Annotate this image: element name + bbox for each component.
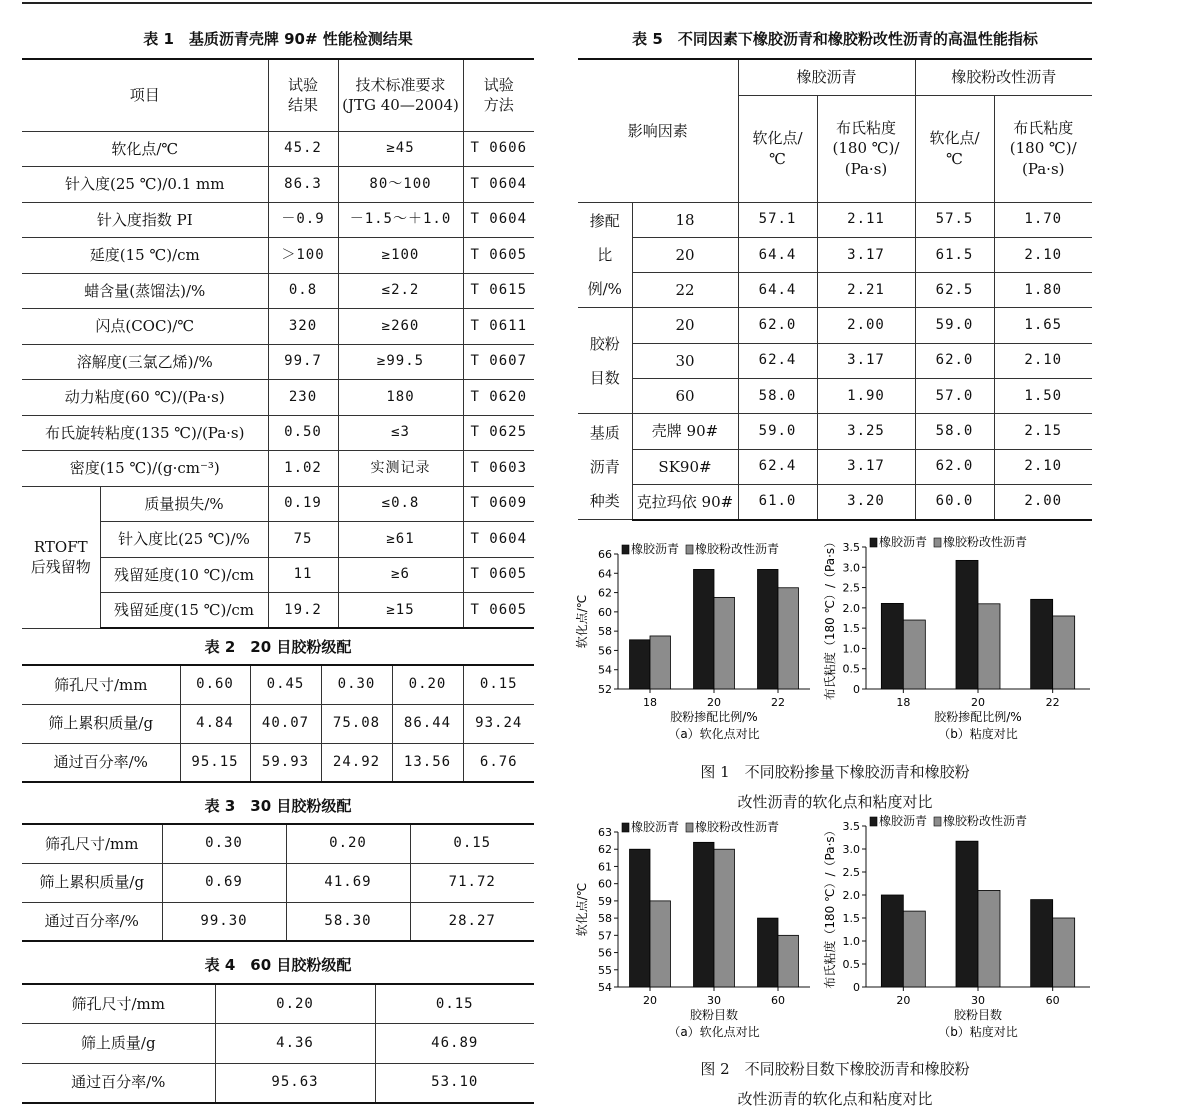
value-cell: 0.15 xyxy=(410,824,534,863)
legend-label: 橡胶粉改性沥青 xyxy=(695,542,780,556)
x-tick-label: 20 xyxy=(707,696,721,709)
table1-method-cell: T 0625 xyxy=(463,415,534,451)
legend-swatch xyxy=(686,545,693,554)
value-cell: 41.69 xyxy=(286,863,410,902)
value-cell: 95.15 xyxy=(180,743,250,782)
table1-result-cell: ＞100 xyxy=(268,238,338,274)
table1-standard-cell: 80～100 xyxy=(338,167,463,203)
y-tick-label: 1.0 xyxy=(842,935,860,948)
bar-rubber-asphalt xyxy=(758,569,778,689)
value-cell: 0.45 xyxy=(250,665,321,704)
y-tick-label: 66 xyxy=(598,548,612,561)
table1-standard-cell: ≥15 xyxy=(338,593,463,629)
table1-result-cell: 0.8 xyxy=(268,273,338,309)
table2-caption: 表 2 20 目胶粉级配 xyxy=(204,638,352,656)
legend-label: 橡胶沥青 xyxy=(631,542,680,556)
table1-result-cell: 0.19 xyxy=(268,486,338,522)
bar-rubber-asphalt xyxy=(1031,599,1053,689)
figure1-caption xyxy=(578,757,1092,817)
value-cell: 59.0 xyxy=(738,414,817,449)
table1-item-cell: 残留延度(10 ℃)/cm xyxy=(100,557,268,593)
table1-method-cell: T 0605 xyxy=(463,557,534,593)
row-label-cell: 筛上质量/g xyxy=(22,1024,215,1064)
value-cell: 62.0 xyxy=(738,308,817,343)
table1-result-cell: 0.50 xyxy=(268,415,338,451)
y-tick-label: 60 xyxy=(598,605,612,619)
y-tick-label: 1.5 xyxy=(842,912,860,925)
bar-rubber-asphalt xyxy=(630,849,650,987)
value-cell: 62.0 xyxy=(915,449,994,484)
y-tick-label: 2.5 xyxy=(842,581,860,595)
legend-swatch xyxy=(934,538,941,547)
table1-item-cell: 残留延度(15 ℃)/cm xyxy=(100,593,268,629)
y-tick-label: 0 xyxy=(853,683,860,696)
table4-caption: 表 4 60 目胶粉级配 xyxy=(204,956,352,974)
legend-swatch xyxy=(686,823,693,832)
table1-result-cell: －0.9 xyxy=(268,202,338,238)
x-tick-label: 18 xyxy=(643,696,657,709)
row-label-cell: 通过百分率/% xyxy=(22,1063,215,1103)
factor-level-cell: 壳牌 90# xyxy=(632,414,738,449)
value-cell: 0.30 xyxy=(162,824,286,863)
bar-rubber-powder-modified xyxy=(978,604,1000,689)
legend-label: 橡胶粉改性沥青 xyxy=(943,814,1028,828)
bar-rubber-asphalt xyxy=(630,640,650,689)
value-cell: 64.4 xyxy=(738,237,817,272)
table1-method-cell: T 0607 xyxy=(463,344,534,380)
bar-rubber-powder-modified xyxy=(650,901,670,987)
y-tick-label: 58 xyxy=(598,912,612,926)
value-cell: 57.1 xyxy=(738,202,817,237)
y-tick-label: 64 xyxy=(598,567,612,581)
value-cell: 58.30 xyxy=(286,902,410,941)
value-cell: 3.25 xyxy=(817,414,915,449)
y-tick-label: 62 xyxy=(598,843,612,857)
table3-caption: 表 3 30 目胶粉级配 xyxy=(204,797,352,815)
value-cell: 4.36 xyxy=(215,1024,375,1064)
factor-level-cell: 18 xyxy=(632,202,738,237)
value-cell: 61.5 xyxy=(915,237,994,272)
subfigure-caption: （a）软化点对比 xyxy=(668,727,760,741)
bar-rubber-asphalt xyxy=(758,918,778,987)
table1-item-cell: 蜡含量(蒸馏法)/% xyxy=(22,273,268,309)
y-tick-label: 2.0 xyxy=(842,889,860,902)
table5-group1-header: 橡胶沥青 xyxy=(738,59,915,95)
x-tick-label: 30 xyxy=(707,994,721,1007)
y-tick-label: 62 xyxy=(598,586,612,600)
y-tick-label: 56 xyxy=(598,946,612,960)
y-tick-label: 63 xyxy=(598,826,612,839)
value-cell: 0.69 xyxy=(162,863,286,902)
bar-rubber-asphalt xyxy=(881,603,903,689)
value-cell: 62.0 xyxy=(915,343,994,378)
table1-result-cell: 230 xyxy=(268,380,338,416)
table1-item-cell: 闪点(COC)/℃ xyxy=(22,309,268,345)
table1-method-cell: T 0606 xyxy=(463,131,534,167)
legend-label: 橡胶沥青 xyxy=(631,820,680,834)
table1-item-cell: 针入度(25 ℃)/0.1 mm xyxy=(22,167,268,203)
value-cell: 1.65 xyxy=(994,308,1092,343)
value-cell: 58.0 xyxy=(738,378,817,413)
value-cell: 0.20 xyxy=(286,824,410,863)
bar-rubber-powder-modified xyxy=(778,588,798,689)
value-cell: 71.72 xyxy=(410,863,534,902)
legend-label: 橡胶沥青 xyxy=(879,535,928,549)
value-cell: 2.00 xyxy=(817,308,915,343)
value-cell: 3.17 xyxy=(817,449,915,484)
value-cell: 58.0 xyxy=(915,414,994,449)
y-tick-label: 1.0 xyxy=(842,642,860,656)
value-cell: 1.90 xyxy=(817,378,915,413)
value-cell: 86.44 xyxy=(392,704,463,743)
y-tick-label: 0.5 xyxy=(842,958,860,971)
y-tick-label: 55 xyxy=(598,963,612,977)
legend-swatch xyxy=(870,817,877,826)
y-tick-label: 61 xyxy=(598,860,612,874)
value-cell: 40.07 xyxy=(250,704,321,743)
bar-rubber-asphalt xyxy=(956,841,978,987)
value-cell: 13.56 xyxy=(392,743,463,782)
legend-label: 橡胶沥青 xyxy=(879,814,928,828)
value-cell: 0.20 xyxy=(215,984,375,1024)
value-cell: 75.08 xyxy=(321,704,392,743)
subfigure-caption: （a）软化点对比 xyxy=(668,1025,760,1039)
bar-rubber-powder-modified xyxy=(1053,918,1075,987)
value-cell: 0.30 xyxy=(321,665,392,704)
value-cell: 46.89 xyxy=(375,1024,534,1064)
value-cell: 95.63 xyxy=(215,1063,375,1103)
x-axis-label: 胶粉掺配比例/% xyxy=(670,710,758,724)
value-cell: 62.4 xyxy=(738,343,817,378)
row-label-cell: 筛上累积质量/g xyxy=(22,704,180,743)
value-cell: 61.0 xyxy=(738,484,817,519)
value-cell: 57.5 xyxy=(915,202,994,237)
table1-result-cell: 99.7 xyxy=(268,344,338,380)
y-tick-label: 3.0 xyxy=(842,561,860,575)
bar-rubber-powder-modified xyxy=(1053,616,1075,689)
table5-caption: 表 5 不同因素下橡胶沥青和橡胶粉改性沥青的高温性能指标 xyxy=(632,30,1038,48)
table1-item-cell: 密度(15 ℃)/(g·cm⁻³) xyxy=(22,451,268,487)
factor-level-cell: 30 xyxy=(632,343,738,378)
table1-item-cell: 动力粘度(60 ℃)/(Pa·s) xyxy=(22,380,268,416)
table1-method-cell: T 0609 xyxy=(463,486,534,522)
x-axis-label: 胶粉目数 xyxy=(953,1008,1003,1022)
table1-standard-cell: ≤2.2 xyxy=(338,273,463,309)
figure2-caption xyxy=(578,1054,1092,1114)
table1-result-cell: 86.3 xyxy=(268,167,338,203)
value-cell: 1.80 xyxy=(994,273,1092,308)
table1-item-cell: 延度(15 ℃)/cm xyxy=(22,238,268,274)
x-tick-label: 60 xyxy=(1045,994,1060,1007)
subfigure-caption: （b）粘度对比 xyxy=(938,727,1018,741)
value-cell: 0.60 xyxy=(180,665,250,704)
table1-result-cell: 11 xyxy=(268,557,338,593)
table1-result-cell: 19.2 xyxy=(268,593,338,629)
table1-standard-cell: ≤0.8 xyxy=(338,486,463,522)
value-cell: 2.21 xyxy=(817,273,915,308)
figure2-caption-line1: 图 2 不同胶粉目数下橡胶沥青和橡胶粉 xyxy=(700,1060,970,1078)
subfigure-caption: （b）粘度对比 xyxy=(938,1025,1018,1039)
legend-swatch xyxy=(622,823,629,832)
table1-header-item: 项目 xyxy=(22,59,268,131)
value-cell: 2.10 xyxy=(994,343,1092,378)
table1-method-cell: T 0605 xyxy=(463,238,534,274)
y-tick-label: 3.5 xyxy=(842,541,860,554)
value-cell: 99.30 xyxy=(162,902,286,941)
table5-softening-header-2: 软化点/ ℃ xyxy=(915,95,994,202)
y-tick-label: 2.0 xyxy=(842,601,860,615)
row-label-cell: 通过百分率/% xyxy=(22,743,180,782)
table1-standard-cell: －1.5～＋1.0 xyxy=(338,202,463,238)
x-tick-label: 20 xyxy=(971,696,985,709)
table1-method-cell: T 0604 xyxy=(463,202,534,238)
y-tick-label: 1.5 xyxy=(842,622,860,636)
x-tick-label: 20 xyxy=(896,994,911,1007)
factor-level-cell: 20 xyxy=(632,308,738,343)
table1-standard-cell: ≥100 xyxy=(338,238,463,274)
bar-rubber-powder-modified xyxy=(903,620,925,689)
table1-standard-cell: ≤3 xyxy=(338,415,463,451)
table1-result-cell: 1.02 xyxy=(268,451,338,487)
bar-rubber-asphalt xyxy=(881,895,903,987)
bar-rubber-powder-modified xyxy=(903,911,925,987)
value-cell: 59.93 xyxy=(250,743,321,782)
x-tick-label: 22 xyxy=(1045,696,1060,709)
table5-softening-header-1: 软化点/ ℃ xyxy=(738,95,817,202)
value-cell: 0.15 xyxy=(375,984,534,1024)
table5-group-label: 掺配比例/% xyxy=(578,202,632,308)
bar-rubber-asphalt xyxy=(694,569,714,689)
x-tick-label: 60 xyxy=(771,994,785,1007)
table5-group2-header: 橡胶粉改性沥青 xyxy=(915,59,1092,95)
table5-viscosity-header-2: 布氏粘度 (180 ℃)/ (Pa·s) xyxy=(994,95,1092,202)
table1-standard-cell: 实测记录 xyxy=(338,451,463,487)
value-cell: 62.4 xyxy=(738,449,817,484)
table1-method-cell: T 0611 xyxy=(463,309,534,345)
table1-standard-cell: ≥99.5 xyxy=(338,344,463,380)
y-tick-label: 3.0 xyxy=(842,843,860,856)
table1-header-result: 试验 结果 xyxy=(268,59,338,131)
value-cell: 2.10 xyxy=(994,449,1092,484)
y-axis-label: 软化点/℃ xyxy=(575,882,589,937)
table1-method-cell: T 0604 xyxy=(463,167,534,203)
table5-group-label: 胶粉目数 xyxy=(578,308,632,414)
x-tick-label: 18 xyxy=(896,696,911,709)
table1-item-cell: 针入度指数 PI xyxy=(22,202,268,238)
table1-method-cell: T 0615 xyxy=(463,273,534,309)
figure1-caption-line1: 图 1 不同胶粉掺量下橡胶沥青和橡胶粉 xyxy=(700,763,970,781)
table5-viscosity-header-1: 布氏粘度 (180 ℃)/ (Pa·s) xyxy=(817,95,915,202)
value-cell: 3.17 xyxy=(817,237,915,272)
table1-standard-cell: ≥61 xyxy=(338,522,463,558)
value-cell: 4.84 xyxy=(180,704,250,743)
table1-rtoft-label: RTOFT 后残留物 xyxy=(22,486,100,628)
x-tick-label: 22 xyxy=(771,696,785,709)
y-tick-label: 57 xyxy=(598,929,612,943)
y-tick-label: 58 xyxy=(598,625,612,639)
value-cell: 62.5 xyxy=(915,273,994,308)
bar-rubber-asphalt xyxy=(1031,900,1053,987)
value-cell: 2.00 xyxy=(994,484,1092,519)
value-cell: 1.70 xyxy=(994,202,1092,237)
value-cell: 1.50 xyxy=(994,378,1092,413)
value-cell: 6.76 xyxy=(463,743,534,782)
factor-level-cell: 60 xyxy=(632,378,738,413)
y-tick-label: 60 xyxy=(598,877,612,891)
table1-item-cell: 质量损失/% xyxy=(100,486,268,522)
factor-level-cell: 克拉玛依 90# xyxy=(632,484,738,519)
table5-group-label: 基质沥青种类 xyxy=(578,414,632,520)
table1-header-method: 试验 方法 xyxy=(463,59,534,131)
value-cell: 57.0 xyxy=(915,378,994,413)
legend-swatch xyxy=(870,538,877,547)
table1-method-cell: T 0603 xyxy=(463,451,534,487)
value-cell: 59.0 xyxy=(915,308,994,343)
row-label-cell: 筛孔尺寸/mm xyxy=(22,984,215,1024)
bar-rubber-powder-modified xyxy=(650,636,670,689)
y-tick-label: 54 xyxy=(598,981,612,994)
legend-label: 橡胶粉改性沥青 xyxy=(695,820,780,834)
value-cell: 2.10 xyxy=(994,237,1092,272)
y-tick-label: 3.5 xyxy=(842,820,860,833)
table1-standard-cell: 180 xyxy=(338,380,463,416)
table5-factor-header: 影响因素 xyxy=(578,59,738,202)
legend-label: 橡胶粉改性沥青 xyxy=(943,535,1028,549)
row-label-cell: 筛孔尺寸/mm xyxy=(22,665,180,704)
y-axis-label: 软化点/℃ xyxy=(575,594,589,649)
y-axis-label: 布氏粘度（180 ℃）/（Pa·s） xyxy=(823,824,837,989)
table1-item-cell: 针入度比(25 ℃)/% xyxy=(100,522,268,558)
table1-item-cell: 软化点/℃ xyxy=(22,131,268,167)
bar-rubber-asphalt xyxy=(956,560,978,689)
y-tick-label: 0.5 xyxy=(842,662,860,676)
bar-rubber-powder-modified xyxy=(778,935,798,987)
value-cell: 3.17 xyxy=(817,343,915,378)
table1-result-cell: 320 xyxy=(268,309,338,345)
table1-item-cell: 溶解度(三氯乙烯)/% xyxy=(22,344,268,380)
x-axis-label: 胶粉掺配比例/% xyxy=(934,710,1022,724)
x-tick-label: 20 xyxy=(643,994,657,1007)
y-tick-label: 0 xyxy=(853,981,860,994)
y-tick-label: 59 xyxy=(598,894,612,908)
bar-rubber-asphalt xyxy=(694,842,714,987)
y-tick-label: 2.5 xyxy=(842,866,860,879)
value-cell: 0.15 xyxy=(463,665,534,704)
row-label-cell: 筛孔尺寸/mm xyxy=(22,824,162,863)
y-tick-label: 52 xyxy=(598,683,612,696)
table1-method-cell: T 0605 xyxy=(463,593,534,629)
bar-rubber-powder-modified xyxy=(714,849,734,987)
row-label-cell: 筛上累积质量/g xyxy=(22,863,162,902)
value-cell: 24.92 xyxy=(321,743,392,782)
row-label-cell: 通过百分率/% xyxy=(22,902,162,941)
table1-method-cell: T 0620 xyxy=(463,380,534,416)
value-cell: 93.24 xyxy=(463,704,534,743)
figure1-caption-line2: 改性沥青的软化点和粘度对比 xyxy=(737,793,933,811)
legend-swatch xyxy=(622,545,629,554)
value-cell: 28.27 xyxy=(410,902,534,941)
table1-method-cell: T 0604 xyxy=(463,522,534,558)
value-cell: 53.10 xyxy=(375,1063,534,1103)
factor-level-cell: SK90# xyxy=(632,449,738,484)
value-cell: 64.4 xyxy=(738,273,817,308)
table1-standard-cell: ≥6 xyxy=(338,557,463,593)
table1-standard-cell: ≥45 xyxy=(338,131,463,167)
table1-item-cell: 布氏旋转粘度(135 ℃)/(Pa·s) xyxy=(22,415,268,451)
value-cell: 2.15 xyxy=(994,414,1092,449)
bar-rubber-powder-modified xyxy=(978,890,1000,987)
y-tick-label: 54 xyxy=(598,663,612,677)
table1-result-cell: 45.2 xyxy=(268,131,338,167)
factor-level-cell: 20 xyxy=(632,237,738,272)
value-cell: 60.0 xyxy=(915,484,994,519)
legend-swatch xyxy=(934,817,941,826)
table1-caption: 表 1 基质沥青壳牌 90# 性能检测结果 xyxy=(143,30,413,48)
x-axis-label: 胶粉目数 xyxy=(689,1008,739,1022)
y-tick-label: 56 xyxy=(598,644,612,658)
factor-level-cell: 22 xyxy=(632,273,738,308)
value-cell: 3.20 xyxy=(817,484,915,519)
figure2-caption-line2: 改性沥青的软化点和粘度对比 xyxy=(737,1090,933,1108)
value-cell: 2.11 xyxy=(817,202,915,237)
value-cell: 0.20 xyxy=(392,665,463,704)
x-tick-label: 30 xyxy=(971,994,985,1007)
table1-standard-cell: ≥260 xyxy=(338,309,463,345)
y-axis-label: 布氏粘度（180 ℃）/（Pa·s） xyxy=(823,535,837,701)
table1-header-standard: 技术标准要求 (JTG 40—2004) xyxy=(338,59,463,131)
bar-rubber-powder-modified xyxy=(714,597,734,689)
table1-result-cell: 75 xyxy=(268,522,338,558)
